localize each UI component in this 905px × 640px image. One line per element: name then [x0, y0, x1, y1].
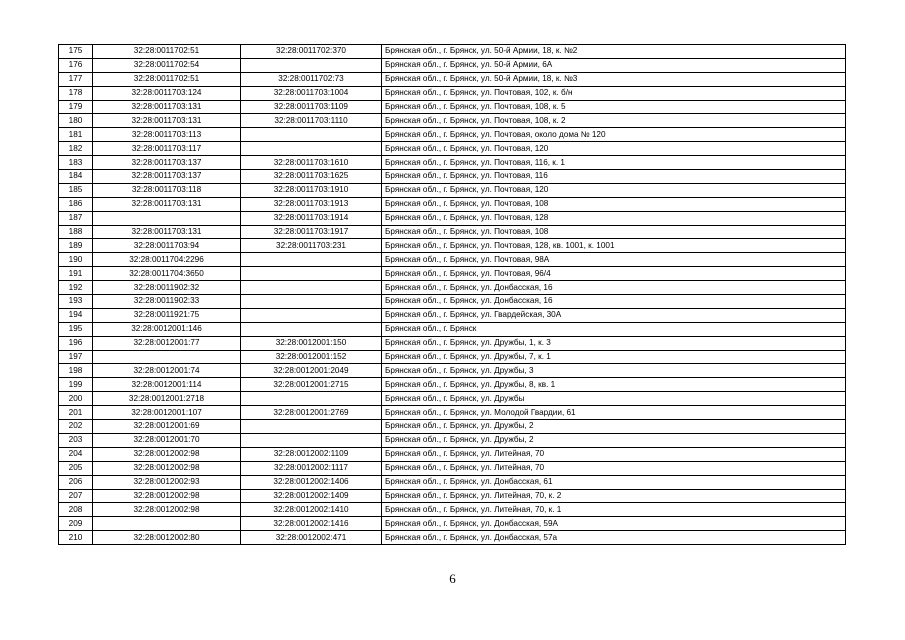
row-number-cell: 182 — [59, 142, 93, 156]
table-row — [59, 253, 846, 267]
object-number-cell: 32:28:0011703:1610 — [241, 156, 382, 170]
row-number-cell: 193 — [59, 295, 93, 309]
table-row — [59, 475, 846, 489]
cadastral-number-cell: 32:28:0012002:98 — [93, 489, 241, 503]
cadastral-number-cell: 32:28:0011703:131 — [93, 197, 241, 211]
row-number-cell: 195 — [59, 322, 93, 336]
cadastral-number-cell: 32:28:0012002:80 — [93, 531, 241, 545]
table-row — [59, 211, 846, 225]
cadastral-number-cell: 32:28:0012001:107 — [93, 406, 241, 420]
cadastral-number-cell: 32:28:0011902:32 — [93, 281, 241, 295]
address-cell: Брянская обл., г. Брянск, ул. Донбасская, 16 — [382, 281, 846, 295]
address-cell: Брянская обл., г. Брянск, ул. Дружбы — [382, 392, 846, 406]
object-number-cell: 32:28:0012002:1109 — [241, 447, 382, 461]
row-number-cell: 202 — [59, 420, 93, 434]
object-number-cell — [241, 281, 382, 295]
table-row — [59, 239, 846, 253]
address-cell: Брянская обл., г. Брянск, ул. Почтовая, 108, к. 2 — [382, 114, 846, 128]
object-number-cell — [241, 128, 382, 142]
table-row — [59, 45, 846, 59]
address-cell: Брянская обл., г. Брянск, ул. Дружбы, 3 — [382, 364, 846, 378]
table-row — [59, 433, 846, 447]
row-number-cell: 204 — [59, 447, 93, 461]
address-cell: Брянская обл., г. Брянск, ул. Почтовая, 98А — [382, 253, 846, 267]
object-number-cell: 32:28:0011703:231 — [241, 239, 382, 253]
row-number-cell: 190 — [59, 253, 93, 267]
object-number-cell — [241, 253, 382, 267]
object-number-cell — [241, 392, 382, 406]
address-cell: Брянская обл., г. Брянск, ул. Литейная, 70, к. 1 — [382, 503, 846, 517]
object-number-cell: 32:28:0011703:1110 — [241, 114, 382, 128]
object-number-cell: 32:28:0012002:1416 — [241, 517, 382, 531]
cadastral-number-cell: 32:28:0012002:93 — [93, 475, 241, 489]
table-row — [59, 114, 846, 128]
registry-table — [58, 44, 846, 545]
table-row — [59, 308, 846, 322]
object-number-cell: 32:28:0012002:1410 — [241, 503, 382, 517]
row-number-cell: 200 — [59, 392, 93, 406]
cadastral-number-cell: 32:28:0011702:51 — [93, 45, 241, 59]
table-row — [59, 128, 846, 142]
cadastral-number-cell: 32:28:0011703:113 — [93, 128, 241, 142]
address-cell: Брянская обл., г. Брянск, ул. Дружбы, 2 — [382, 433, 846, 447]
row-number-cell: 186 — [59, 197, 93, 211]
cadastral-number-cell: 32:28:0011704:3650 — [93, 267, 241, 281]
address-cell: Брянская обл., г. Брянск, ул. Почтовая, 108, к. 5 — [382, 100, 846, 114]
object-number-cell — [241, 58, 382, 72]
table-row — [59, 531, 846, 545]
row-number-cell: 209 — [59, 517, 93, 531]
object-number-cell: 32:28:0011703:1109 — [241, 100, 382, 114]
object-number-cell: 32:28:0011703:1913 — [241, 197, 382, 211]
address-cell: Брянская обл., г. Брянск, ул. Почтовая, 128, кв. 1001, к. 1001 — [382, 239, 846, 253]
cadastral-number-cell: 32:28:0012001:2718 — [93, 392, 241, 406]
cadastral-number-cell: 32:28:0012002:98 — [93, 461, 241, 475]
row-number-cell: 197 — [59, 350, 93, 364]
row-number-cell: 178 — [59, 86, 93, 100]
row-number-cell: 188 — [59, 225, 93, 239]
cadastral-number-cell: 32:28:0012002:98 — [93, 503, 241, 517]
table-row — [59, 503, 846, 517]
object-number-cell: 32:28:0011702:73 — [241, 72, 382, 86]
object-number-cell — [241, 295, 382, 309]
address-cell: Брянская обл., г. Брянск, ул. Дружбы, 2 — [382, 420, 846, 434]
table-row — [59, 489, 846, 503]
address-cell: Брянская обл., г. Брянск, ул. Донбасская, 61 — [382, 475, 846, 489]
cadastral-number-cell: 32:28:0011703:94 — [93, 239, 241, 253]
table-row — [59, 295, 846, 309]
table-row — [59, 72, 846, 86]
address-cell: Брянская обл., г. Брянск, ул. Почтовая, 116 — [382, 170, 846, 184]
table-row — [59, 156, 846, 170]
row-number-cell: 187 — [59, 211, 93, 225]
address-cell: Брянская обл., г. Брянск, ул. Дружбы, 1, к. 3 — [382, 336, 846, 350]
object-number-cell — [241, 433, 382, 447]
table-row — [59, 197, 846, 211]
cadastral-number-cell: 32:28:0011703:137 — [93, 156, 241, 170]
object-number-cell: 32:28:0012001:2715 — [241, 378, 382, 392]
row-number-cell: 191 — [59, 267, 93, 281]
row-number-cell: 206 — [59, 475, 93, 489]
table-row — [59, 350, 846, 364]
address-cell: Брянская обл., г. Брянск, ул. Почтовая, около дома № 120 — [382, 128, 846, 142]
object-number-cell: 32:28:0012002:1409 — [241, 489, 382, 503]
cadastral-number-cell: 32:28:0012001:146 — [93, 322, 241, 336]
address-cell: Брянская обл., г. Брянск, ул. Почтовая, 120 — [382, 183, 846, 197]
cadastral-number-cell — [93, 350, 241, 364]
table-row — [59, 378, 846, 392]
object-number-cell — [241, 142, 382, 156]
object-number-cell: 32:28:0011703:1004 — [241, 86, 382, 100]
row-number-cell: 177 — [59, 72, 93, 86]
table-row — [59, 420, 846, 434]
row-number-cell: 180 — [59, 114, 93, 128]
row-number-cell: 207 — [59, 489, 93, 503]
object-number-cell: 32:28:0012001:150 — [241, 336, 382, 350]
cadastral-number-cell: 32:28:0011703:118 — [93, 183, 241, 197]
object-number-cell: 32:28:0011702:370 — [241, 45, 382, 59]
address-cell: Брянская обл., г. Брянск, ул. Донбасская, 57а — [382, 531, 846, 545]
table-row — [59, 517, 846, 531]
object-number-cell: 32:28:0012002:1117 — [241, 461, 382, 475]
address-cell: Брянская обл., г. Брянск, ул. Почтовая, 102, к. б/н — [382, 86, 846, 100]
row-number-cell: 205 — [59, 461, 93, 475]
cadastral-number-cell: 32:28:0011704:2296 — [93, 253, 241, 267]
address-cell: Брянская обл., г. Брянск, ул. 50-й Армии, 6А — [382, 58, 846, 72]
address-cell: Брянская обл., г. Брянск, ул. 50-й Армии, 18, к. №2 — [382, 45, 846, 59]
table-row — [59, 142, 846, 156]
cadastral-number-cell: 32:28:0012001:69 — [93, 420, 241, 434]
address-cell: Брянская обл., г. Брянск, ул. Дружбы, 8, кв. 1 — [382, 378, 846, 392]
cadastral-number-cell: 32:28:0011703:117 — [93, 142, 241, 156]
row-number-cell: 184 — [59, 170, 93, 184]
address-cell: Брянская обл., г. Брянск, ул. Донбасская, 59А — [382, 517, 846, 531]
row-number-cell: 176 — [59, 58, 93, 72]
cadastral-number-cell: 32:28:0011902:33 — [93, 295, 241, 309]
object-number-cell: 32:28:0012002:1406 — [241, 475, 382, 489]
row-number-cell: 189 — [59, 239, 93, 253]
cadastral-number-cell: 32:28:0011703:131 — [93, 100, 241, 114]
table-row — [59, 183, 846, 197]
registry-table-body — [59, 45, 846, 545]
cadastral-number-cell: 32:28:0011702:54 — [93, 58, 241, 72]
object-number-cell: 32:28:0012001:152 — [241, 350, 382, 364]
address-cell: Брянская обл., г. Брянск, ул. 50-й Армии, 18, к. №3 — [382, 72, 846, 86]
object-number-cell: 32:28:0011703:1914 — [241, 211, 382, 225]
table-row — [59, 392, 846, 406]
cadastral-number-cell: 32:28:0011703:131 — [93, 225, 241, 239]
object-number-cell: 32:28:0011703:1625 — [241, 170, 382, 184]
cadastral-number-cell: 32:28:0011921:75 — [93, 308, 241, 322]
cadastral-number-cell: 32:28:0012001:77 — [93, 336, 241, 350]
object-number-cell: 32:28:0011703:1917 — [241, 225, 382, 239]
row-number-cell: 199 — [59, 378, 93, 392]
table-row — [59, 406, 846, 420]
row-number-cell: 192 — [59, 281, 93, 295]
cadastral-number-cell: 32:28:0011703:137 — [93, 170, 241, 184]
table-row — [59, 100, 846, 114]
address-cell: Брянская обл., г. Брянск, ул. Молодой Гвардии, 61 — [382, 406, 846, 420]
address-cell: Брянская обл., г. Брянск, ул. Литейная, 70 — [382, 461, 846, 475]
address-cell: Брянская обл., г. Брянск, ул. Почтовая, 108 — [382, 197, 846, 211]
row-number-cell: 179 — [59, 100, 93, 114]
row-number-cell: 198 — [59, 364, 93, 378]
cadastral-number-cell: 32:28:0011703:131 — [93, 114, 241, 128]
table-row — [59, 322, 846, 336]
address-cell: Брянская обл., г. Брянск, ул. Почтовая, 120 — [382, 142, 846, 156]
address-cell: Брянская обл., г. Брянск, ул. Литейная, 70, к. 2 — [382, 489, 846, 503]
row-number-cell: 210 — [59, 531, 93, 545]
row-number-cell: 185 — [59, 183, 93, 197]
address-cell: Брянская обл., г. Брянск — [382, 322, 846, 336]
address-cell: Брянская обл., г. Брянск, ул. Донбасская, 16 — [382, 295, 846, 309]
row-number-cell: 196 — [59, 336, 93, 350]
row-number-cell: 194 — [59, 308, 93, 322]
object-number-cell — [241, 308, 382, 322]
object-number-cell: 32:28:0012001:2049 — [241, 364, 382, 378]
object-number-cell — [241, 322, 382, 336]
table-row — [59, 281, 846, 295]
cadastral-number-cell: 32:28:0012001:114 — [93, 378, 241, 392]
cadastral-number-cell: 32:28:0012002:98 — [93, 447, 241, 461]
object-number-cell: 32:28:0012002:471 — [241, 531, 382, 545]
cadastral-number-cell: 32:28:0012001:70 — [93, 433, 241, 447]
table-row — [59, 58, 846, 72]
object-number-cell: 32:28:0011703:1910 — [241, 183, 382, 197]
row-number-cell: 183 — [59, 156, 93, 170]
cadastral-number-cell — [93, 517, 241, 531]
cadastral-number-cell: 32:28:0011702:51 — [93, 72, 241, 86]
table-row — [59, 267, 846, 281]
object-number-cell — [241, 267, 382, 281]
table-row — [59, 170, 846, 184]
address-cell: Брянская обл., г. Брянск, ул. Гвардейская, 30А — [382, 308, 846, 322]
row-number-cell: 201 — [59, 406, 93, 420]
cadastral-number-cell: 32:28:0012001:74 — [93, 364, 241, 378]
table-row — [59, 461, 846, 475]
cadastral-number-cell — [93, 211, 241, 225]
address-cell: Брянская обл., г. Брянск, ул. Литейная, 70 — [382, 447, 846, 461]
address-cell: Брянская обл., г. Брянск, ул. Почтовая, 116, к. 1 — [382, 156, 846, 170]
address-cell: Брянская обл., г. Брянск, ул. Почтовая, 96/4 — [382, 267, 846, 281]
object-number-cell: 32:28:0012001:2769 — [241, 406, 382, 420]
address-cell: Брянская обл., г. Брянск, ул. Почтовая, 128 — [382, 211, 846, 225]
table-row — [59, 225, 846, 239]
cadastral-number-cell: 32:28:0011703:124 — [93, 86, 241, 100]
page-number: 6 — [449, 571, 456, 586]
row-number-cell: 208 — [59, 503, 93, 517]
row-number-cell: 203 — [59, 433, 93, 447]
table-row — [59, 364, 846, 378]
table-row — [59, 336, 846, 350]
address-cell: Брянская обл., г. Брянск, ул. Почтовая, 108 — [382, 225, 846, 239]
address-cell: Брянская обл., г. Брянск, ул. Дружбы, 7, к. 1 — [382, 350, 846, 364]
row-number-cell: 175 — [59, 45, 93, 59]
table-row — [59, 447, 846, 461]
object-number-cell — [241, 420, 382, 434]
table-row — [59, 86, 846, 100]
row-number-cell: 181 — [59, 128, 93, 142]
